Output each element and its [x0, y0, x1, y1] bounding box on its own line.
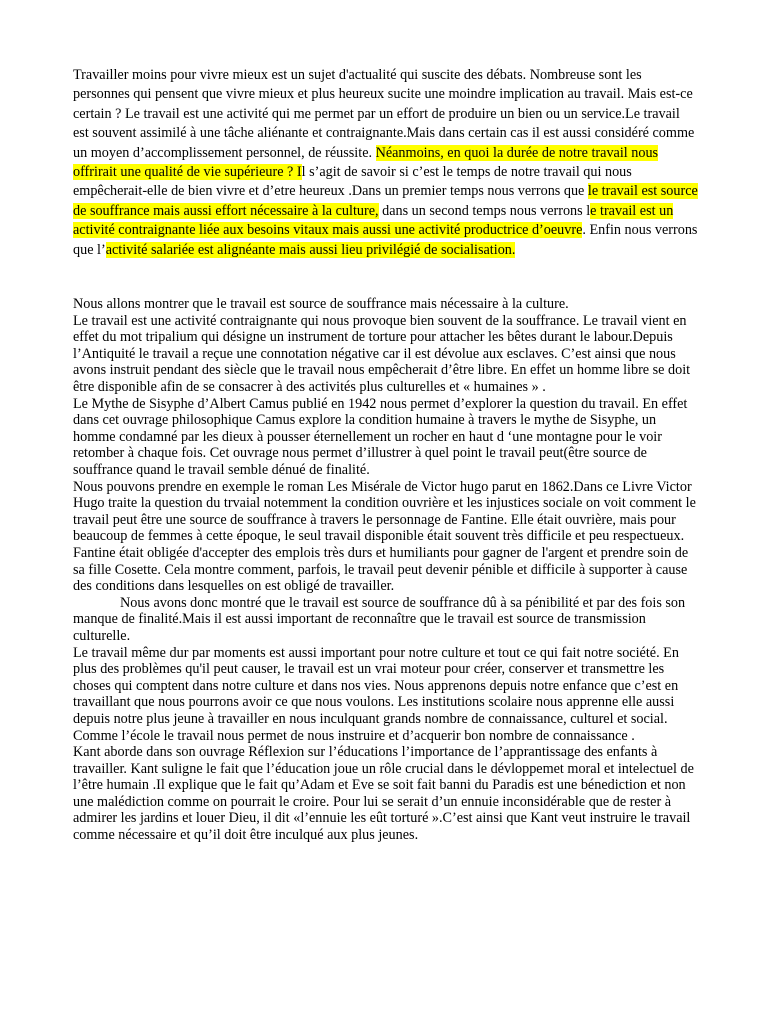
development-section: [73, 296, 698, 844]
highlight-part-3: activité salariée est alignéante mais aussi lieu privilégié de socialisation.: [105, 241, 516, 258]
document-page: [73, 66, 698, 844]
body-paragraph: Nous allons montrer que le travail est source de souffrance mais nécessaire à la culture.: [73, 296, 569, 313]
highlight-problematic: Néanmoins, en quoi la durée de notre travail nous offrirait une qualité de vie supérieure ? I: [73, 144, 659, 181]
body-paragraph: Kant aborde dans son ouvrage Réflexion sur l’éducations l’importance de l’apprantissage des enfants à travailler. Kant suligne le fait que l’éducation joue un rôle crucial dans le dévloppemet moral et intelectuel de l’être humain .Il explique que le fait qu’Adam et Eve se soit fait banni du Paradis est une bénediction et non une malédiction comme on pourrait le croire. Pour lui se serait d’un ennuie inconsidérable que de rester à admirer les jardins et louer Dieu, il dit «l’ennuie les eût torturé ».C’est ainsi que Kant veut instruire le travail comme nécessaire et qu’il doit être inculqué aux plus jeunes.: [73, 744, 694, 844]
transition-paragraph: [73, 595, 698, 645]
body-paragraph: Nous pouvons prendre en exemple le roman Les Misérale de Victor hugo parut en 1862.Dans ce Livre Victor Hugo traite la question du trvaial notemment la condition ouvrière et les injustices sociale on voit comment le travail peut être une source de souffrance à travers le personnage de Fantine. Elle était ouvrière, mais pour beaucoup de femmes à cette époque, le seul travail disponible était souvent très difficile et peu respectueux. Fantine était obligée d'accepter des emplois très durs et humiliants pour gagner de l'argent et prendre soin de sa fille Cosette. Cela montre comment, parfois, le travail peut devenir pénible et difficile à supporter à cause des conditions dans lesquelles on est obligé de travailler.: [73, 478, 696, 595]
body-paragraph: Le Mythe de Sisyphe d’Albert Camus publié en 1942 nous permet d’explorer la question du travail. En effet dans cet ouvrage philosophique Camus explore la condition humaine à travers le mythe de Sisyphe, un homme condamné par les dieux à pousser éternellement un rocher en haut d ‘une montagne pour le voir retomber à chaque fois. Cet ouvrage nous permet d’illustrer à quel point le travail peut(être source de souffrance quand le travail semble dénué de finalité.: [73, 395, 688, 478]
highlight-part-1: le travail est source de souffrance mais aussi effort nécessaire à la culture,: [73, 183, 698, 219]
intro-text-1: Travailler moins pour vivre mieux est un sujet d'actualité qui suscite des débats. Nombreuse sont les personnes qui pensent que vivre mieux et plus heureux sucite une moindre implication au travail. Mais est-ce certain ? Le travail est une activité qui me permet par un effort de produire un bien ou un service.Le travail est souvent assimilé à une tâche aliénante et contraignante.Mais dans certain cas il est aussi considéré comme un moyen d’accomplissement personnel, de réussite.: [73, 67, 695, 161]
intro-text-2: l s’agit de savoir si c’est le temps de notre travail qui nous empêcherait-elle de bien vivre et d’etre heureux .Dans un premier temps nous verrons que: [73, 164, 632, 200]
body-paragraph: Le travail est une activité contraignante qui nous provoque bien souvent de la souffrance. Le travail vient en effet du mot tripalium qui désigne un instrument de torture pour attacher les bêtes durant le labour.Depuis l’Antiquité le travail a reçue une connotation négative car il est dévolue aux esclaves. C’est ainsi que nous avons instruit pendant des siècle que le travail nous empêcherait d’être libre. En effet un homme libre se doit être disponible afin de se consacrer à des activités plus culturelles et « humaines » .: [73, 312, 691, 396]
intro-text-3: dans un second temps nous verrons l: [378, 202, 591, 219]
body-paragraph: Le travail même dur par moments est aussi important pour notre culture et tout ce qui fait notre société. En plus des problèmes qu'il peut causer, le travail est un vrai moteur pour créer, conserver et transmettre les choses qui comptent dans notre culture et dans nos vies. Nous apprenons depuis notre enfance que c’est en travaillant que nous pourrons avoir ce que nous voulons. Les institutions scolaire nous apprenne elle aussi depuis notre plus jeune à travailler en nous inculquant grands nombre de connaissance, culturel et social. Comme l’école le travail nous permet de nous instruire et d’acquerir bon nombre de connaissance .: [73, 644, 679, 744]
introduction-paragraph: [73, 66, 698, 260]
transition-text: Nous avons donc montré que le travail est source de souffrance dû à sa pénibilité et par des fois son manque de finalité.Mais il est aussi important de reconnaître que le travail est source de transmission culturelle.: [73, 594, 686, 644]
intro-text-4: . Enfin nous verrons que l’: [73, 222, 698, 258]
highlight-part-2: e travail est un activité contraignante liée aux besoins vitaux mais aussi une activité productrice d’oeuvre: [73, 202, 674, 239]
